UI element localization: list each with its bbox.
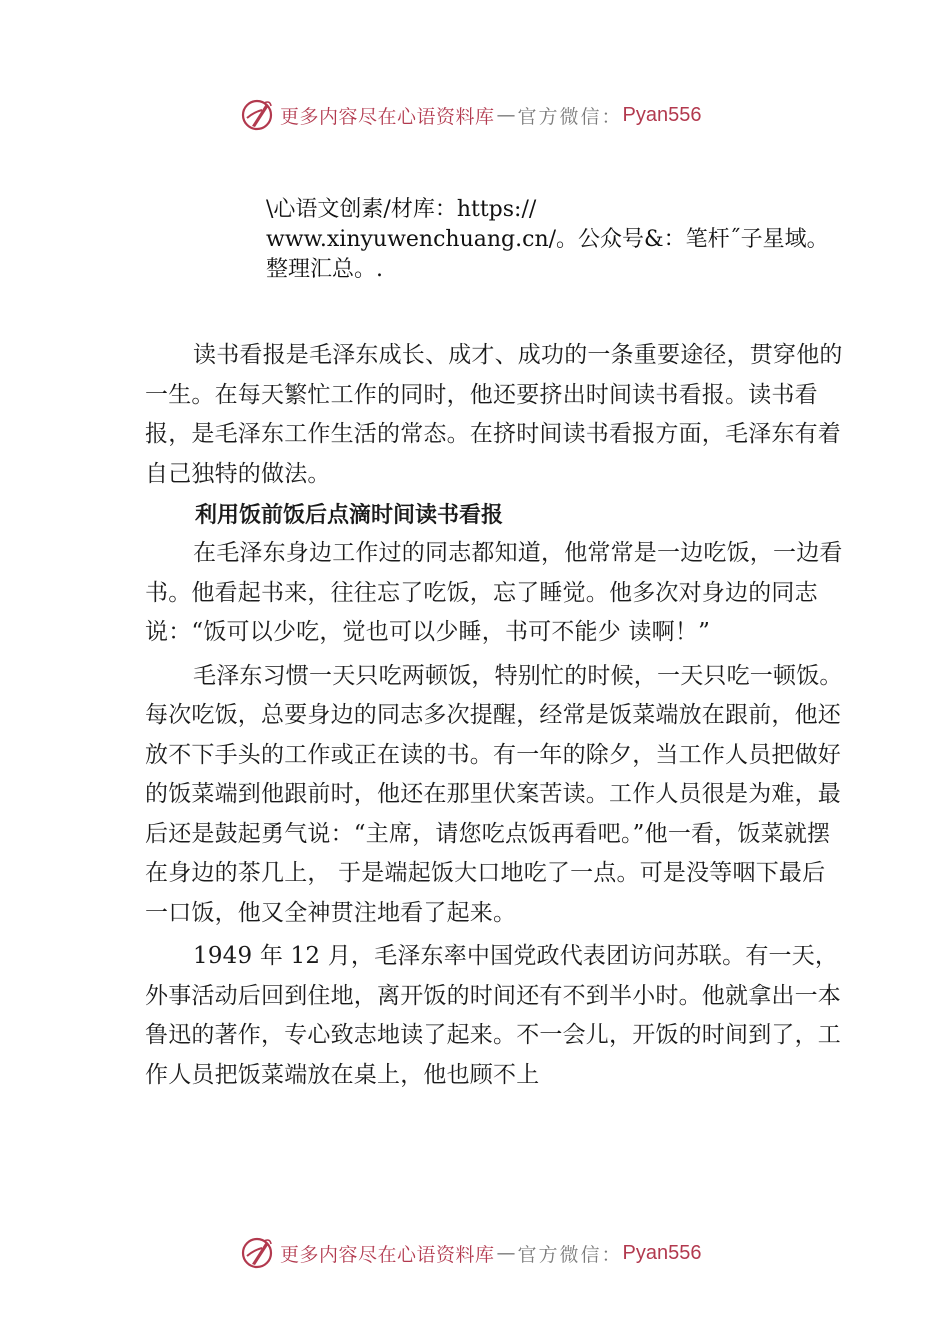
- quill-pen-logo-icon: [240, 98, 274, 132]
- paragraph-2: 毛泽东习惯一天只吃两顿饭，特别忙的时候，一天只吃一顿饭。每次吃饭，总要身边的同志多次提醒，经常是饭菜端放在跟前，他还放不下手头的工作或正在读的书。有一年的除夕，当工作人员把做好的饭菜端到他跟前时，他还在那里伏案苦读。工作人员很是为难，最后还是鼓起勇气说：“主席，请您吃点饭再看吧。”他一看，饭菜就摆在身边的茶几上， 于是端起饭大口地吃了一点。可是没等咽下最后一口饭，他又全神贯注地看了起来。: [145, 662, 843, 926]
- watermark-wechat-id: Pyan556: [622, 1241, 702, 1264]
- watermark-separator: —: [496, 104, 516, 126]
- source-note: [266, 195, 866, 285]
- watermark-wechat-label: 官方微信：: [517, 1243, 623, 1266]
- watermark-separator: —: [496, 1242, 516, 1264]
- watermark-wechat-label: 官方微信：: [517, 105, 623, 128]
- intro-paragraph: 读书看报是毛泽东成长、成才、成功的一条重要途径，贯穿他的一生。在每天繁忙工作的同时，他还要挤出时间读书看报。读书看报，是毛泽东工作生活的常态。在挤时间读书看报方面，毛泽东有着自己独特的做法。: [145, 342, 843, 487]
- section-heading: 利用饭前饭后点滴时间读书看报: [195, 503, 504, 528]
- watermark-text: 更多内容尽在心语资料库: [280, 1243, 495, 1266]
- source-note-line-3: 整理汇总。.: [266, 257, 383, 282]
- paragraph-3: 1949 年 12 月，毛泽东率中国党政代表团访问苏联。有一天，外事活动后回到住地，离开饭的时间还有不到半小时。他就拿出一本鲁迅的著作，专心致志地读了起来。不一会儿，开饭的时间到了，工作人员把饭菜端放在桌上，他也顾不上: [145, 943, 841, 1088]
- paragraph-1: 在毛泽东身边工作过的同志都知道，他常常是一边吃饭，一边看书。他看起书来，往往忘了吃饭，忘了睡觉。他多次对身边的同志说：“饭可以少吃，觉也可以少睡，书可不能少 读啊！”: [145, 540, 843, 645]
- footer-watermark: [240, 1233, 702, 1273]
- source-note-line-1: \心语文创素/材库：https://: [266, 197, 537, 222]
- watermark-text: 更多内容尽在心语资料库: [280, 105, 495, 128]
- quill-pen-logo-icon: [240, 1236, 274, 1270]
- source-note-line-2: www.xinyuwenchuang.cn/。公众号&：笔杆˝子星域。: [266, 227, 829, 252]
- header-watermark: [240, 95, 702, 135]
- watermark-wechat-id: Pyan556: [622, 103, 702, 126]
- article-body: [145, 336, 845, 1095]
